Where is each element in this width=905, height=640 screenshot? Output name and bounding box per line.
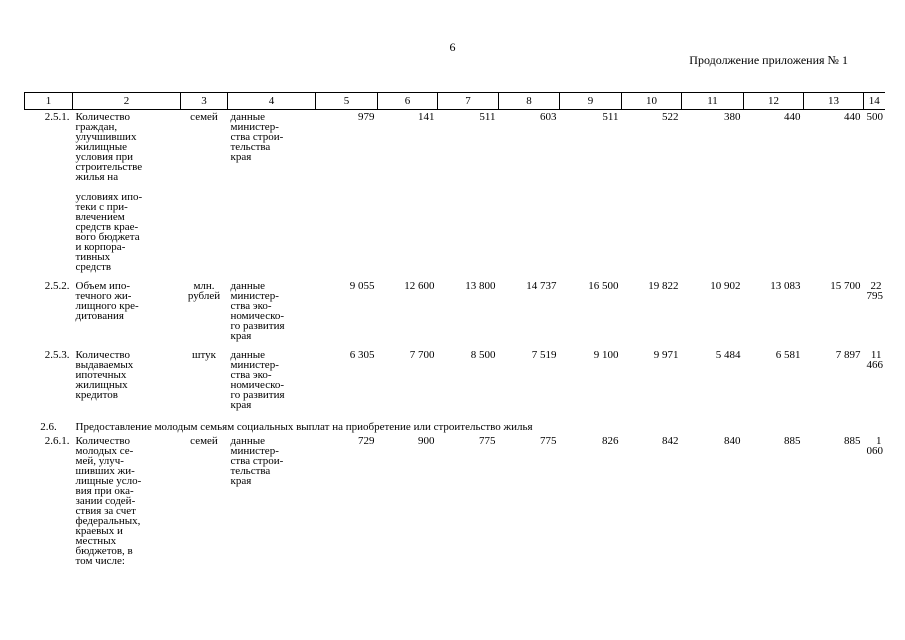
row-value: 500 <box>866 111 883 123</box>
row-value: 380 <box>724 111 741 123</box>
column-header: 4 <box>228 93 316 110</box>
row-code: 2.5.1. <box>44 111 70 123</box>
row-value: 1 060 <box>866 435 883 457</box>
row-unit: млн. рублей <box>187 280 221 302</box>
row-value: 826 <box>602 435 619 447</box>
column-header: 10 <box>622 93 682 110</box>
row-description: Количество молодых се- мей, улуч- шивших жи- лищные усло- вия при ока- зании содей- ствия за счет федеральных, краевых и местных бюджетов, в том числе: <box>75 435 142 567</box>
column-header: 5 <box>316 93 378 110</box>
table-row <box>25 342 885 411</box>
column-header: 9 <box>560 93 622 110</box>
row-unit: штук <box>192 349 216 361</box>
row-value: 19 822 <box>648 280 679 292</box>
row-value: 16 500 <box>588 280 619 292</box>
row-value: 522 <box>662 111 679 123</box>
row-value: 14 737 <box>526 280 557 292</box>
row-value: 440 <box>784 111 801 123</box>
column-header: 2 <box>73 93 181 110</box>
row-value: 7 700 <box>409 349 435 361</box>
column-header: 1 <box>25 93 73 110</box>
header-row <box>25 93 885 110</box>
row-code: 2.6.1. <box>44 435 70 447</box>
row-value: 13 083 <box>770 280 801 292</box>
row-value: 511 <box>479 111 496 123</box>
row-description: Количество граждан, улучшивших жилищные условия при строительстве жилья на условиях ипо- теки с при- влечением средств крае- вого бюджета и корпора- тивных средств <box>75 111 143 273</box>
column-header: 7 <box>438 93 499 110</box>
row-value: 10 902 <box>710 280 741 292</box>
row-source: данные министер- ства эко- номическо- го развития края <box>230 280 285 342</box>
row-value: 842 <box>662 435 679 447</box>
row-code: 2.5.3. <box>44 349 70 361</box>
row-value: 885 <box>784 435 801 447</box>
table-row <box>25 273 885 342</box>
row-value: 6 581 <box>775 349 801 361</box>
row-unit: семей <box>190 435 218 447</box>
column-header: 14 <box>864 93 885 110</box>
row-value: 603 <box>540 111 557 123</box>
column-header: 6 <box>378 93 438 110</box>
table-row <box>25 110 885 274</box>
row-value: 6 305 <box>349 349 375 361</box>
row-value: 775 <box>540 435 557 447</box>
row-value: 5 484 <box>715 349 741 361</box>
row-source: данные министер- ства строи- тельства края <box>230 111 284 163</box>
row-value: 440 <box>844 111 861 123</box>
column-header: 8 <box>499 93 560 110</box>
row-source: данные министер- ства строи- тельства края <box>230 435 284 487</box>
row-value: 885 <box>844 435 861 447</box>
row-value: 13 800 <box>465 280 496 292</box>
section-row <box>25 411 885 436</box>
row-value: 511 <box>602 111 619 123</box>
row-value: 979 <box>358 111 375 123</box>
row-code: 2.5.2. <box>44 280 70 292</box>
row-value: 9 971 <box>653 349 679 361</box>
row-value: 9 055 <box>349 280 375 292</box>
row-value: 22 795 <box>866 280 883 302</box>
row-value: 11 466 <box>866 349 883 371</box>
row-value: 9 100 <box>593 349 619 361</box>
row-value: 7 519 <box>531 349 557 361</box>
continuation-label: Продолжение приложения № 1 <box>689 53 848 67</box>
row-value: 900 <box>418 435 435 447</box>
row-description: Объем ипо- течного жи- лищного кре- дитования <box>75 280 139 322</box>
row-source: данные министер- ства эко- номическо- го развития края <box>230 349 285 411</box>
section-code: 2.6. <box>40 421 57 433</box>
row-unit: семей <box>190 111 218 123</box>
column-header: 13 <box>804 93 864 110</box>
table-row <box>25 436 885 567</box>
indicators-table <box>24 92 885 567</box>
row-value: 840 <box>724 435 741 447</box>
row-value: 141 <box>418 111 435 123</box>
row-value: 7 897 <box>835 349 861 361</box>
page-number: 6 <box>449 40 456 54</box>
row-value: 8 500 <box>470 349 496 361</box>
row-value: 775 <box>479 435 496 447</box>
row-description: Количество выдаваемых ипотечных жилищных кредитов <box>75 349 134 401</box>
column-header: 11 <box>682 93 744 110</box>
row-value: 729 <box>358 435 375 447</box>
section-title: Предоставление молодым семьям социальных выплат на приобретение или строительство жилья <box>75 421 533 433</box>
row-value: 12 600 <box>404 280 435 292</box>
row-value: 15 700 <box>830 280 861 292</box>
column-header: 3 <box>181 93 228 110</box>
column-header: 12 <box>744 93 804 110</box>
